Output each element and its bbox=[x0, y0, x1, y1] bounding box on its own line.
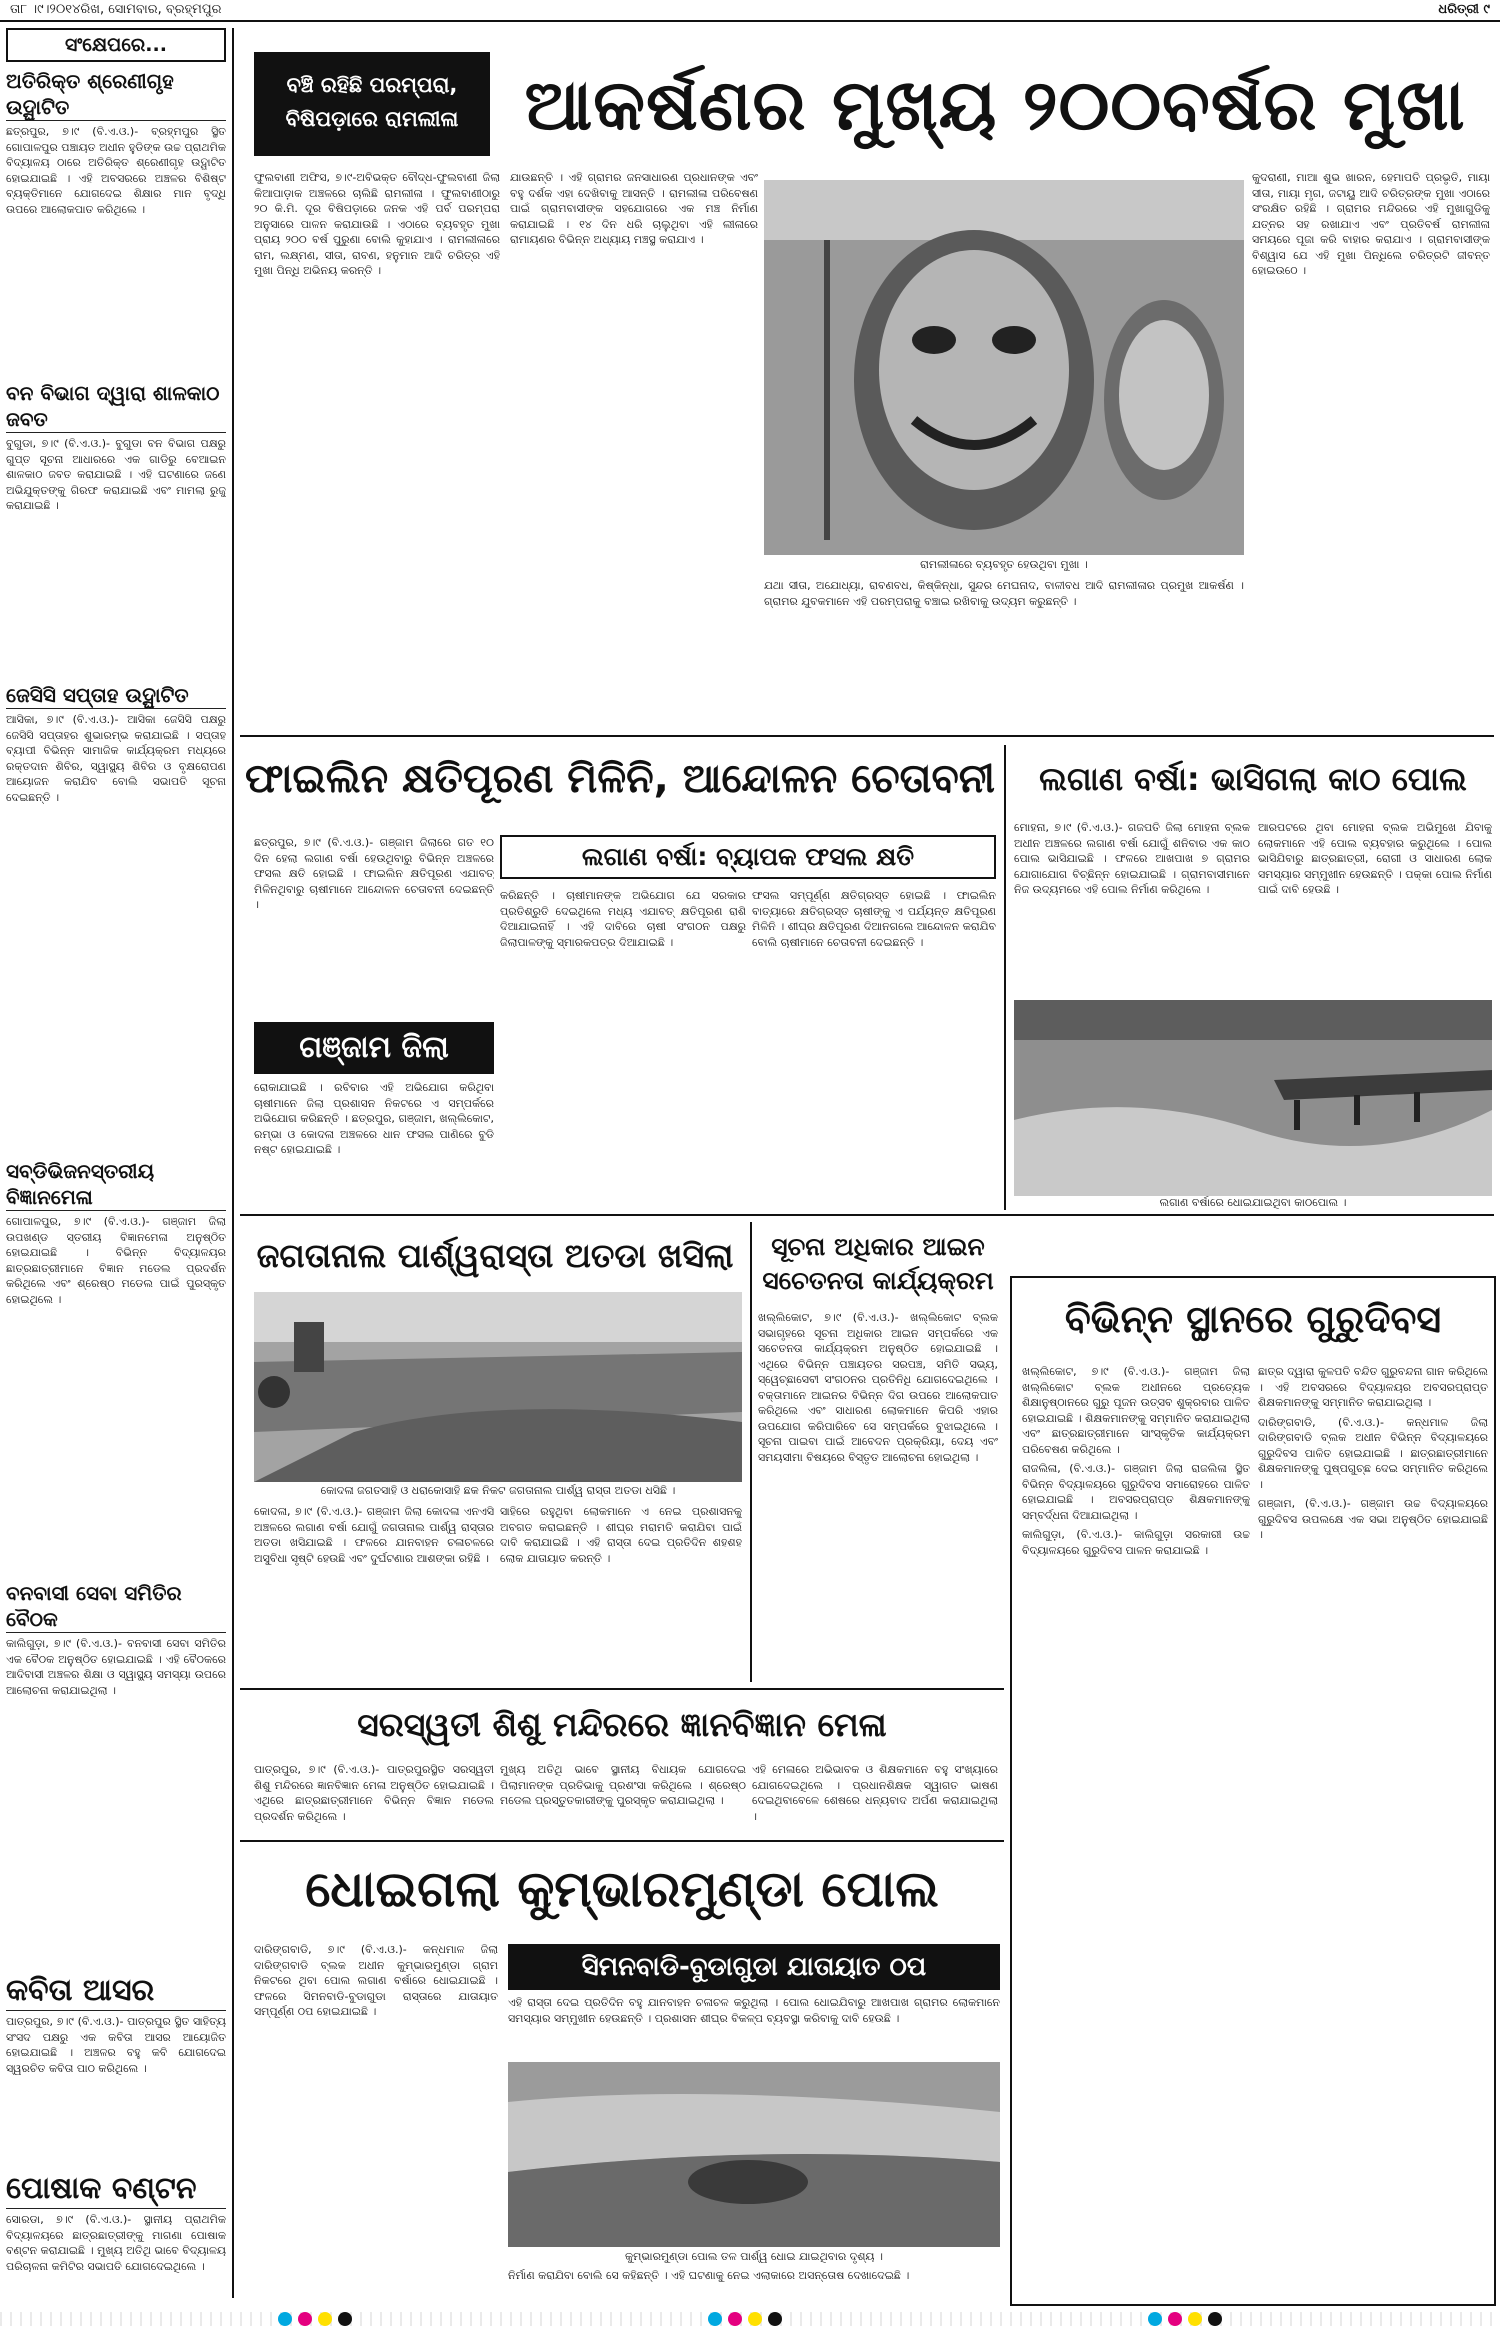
briefs-title: ସଂକ୍ଷେପରେ... bbox=[6, 28, 226, 62]
story8-headline: ବିଭିନ୍ନ ସ୍ଥାନରେ ଗୁରୁଦିବସ bbox=[1064, 1297, 1442, 1341]
lead-kicker bbox=[254, 52, 490, 156]
brief-body: ପାତ୍ରପୁର, ୭।୯ (ବି.ଏ.ଓ.)- ପାତ୍ରପୁର ସ୍ଥିତ ସାହିତ୍ୟ ସଂସଦ ପକ୍ଷରୁ ଏକ କବିତା ଆସର ଆୟୋଜିତ ହୋଇଯାଇଛି । ଅଞ୍ଚଳର ବହୁ କବି ଯୋଗଦେଇ ସ୍ୱରଚିତ କବିତା ପାଠ କରିଥିଲେ । bbox=[6, 2015, 226, 2075]
story7-headline: ଧୋଇଗଲା କୁମ୍ଭାରମୁଣ୍ଡା ପୋଲ bbox=[305, 1860, 939, 1918]
story4-text: କୋଦଳା, ୭।୯ (ବି.ଏ.ଓ.)- ଗଞ୍ଜାମ ଜିଲା କୋଦଳା ଏନଏସି ଅଞ୍ଚଳରେ ଲଗାଣ ବର୍ଷା ଯୋଗୁଁ ଜଗତାନାଲ ପାର୍ଶ୍ୱ ରାସ୍ତାର ଅତଡା ଖସିଯାଇଛି । ଫଳରେ ଯାନବାହନ ଚଳାଚଳରେ ଅସୁବିଧା ସୃଷ୍ଟି ହେଉଛି ଏବଂ ଦୁର୍ଘଟଣାର ଆଶଙ୍କା ରହିଛି । bbox=[254, 1505, 494, 1565]
story5-headline-line: ସୂଚନା ଅଧିକାର ଆଇନ bbox=[771, 1232, 985, 1261]
color-registration-marks bbox=[230, 2310, 400, 2328]
story4-text: ସାହିରେ ରହୁଥିବା ଲୋକମାନେ ଏ ନେଇ ପ୍ରଶାସନକୁ ଅବଗତ କରାଇଛନ୍ତି । ଶୀଘ୍ର ମରାମତି କରାଯିବା ପାଇଁ ଦାବି କରାଯାଇଛି । ଏହି ରାସ୍ତା ଦେଇ ପ୍ରତିଦିନ ଶହଶହ ଲୋକ ଯାତାୟାତ କରନ୍ତି । bbox=[500, 1505, 742, 1565]
brief-item bbox=[6, 68, 226, 374]
story5-headline bbox=[758, 1230, 998, 1298]
story2-col-2 bbox=[500, 888, 746, 1198]
cyan-dot bbox=[1148, 2312, 1162, 2326]
story2-text: ରୋକାଯାଇଛି । ରବିବାର ଏହି ଅଭିଯୋଗ କରିଥିବା ଚାଷୀମାନେ ଜିଲା ପ୍ରଶାସନ ନିକଟରେ ଏ ସମ୍ପର୍କରେ ଅଭିଯୋଗ କରିଛନ୍ତି । ଛତ୍ରପୁର, ଗଞ୍ଜାମ, ଖଲ୍ଲିକୋଟ, ରମ୍ଭା ଓ କୋଦଳା ଅଞ୍ଚଳରେ ଧାନ ଫସଲ ପାଣିରେ ବୁଡି ନଷ୍ଟ ହୋଇଯାଇଛି । bbox=[254, 1081, 494, 1156]
story7-footer bbox=[508, 2268, 1000, 2306]
brief-item bbox=[6, 1580, 226, 1966]
story8-text: ଗଞ୍ଜାମ, (ବି.ଏ.ଓ.)- ଗଞ୍ଜାମ ଉଚ୍ଚ ବିଦ୍ୟାଳୟରେ ଗୁରୁଦିବସ ଉପଲକ୍ଷେ ଏକ ସଭା ଅନୁଷ୍ଠିତ ହୋଇଯାଇଛି । bbox=[1258, 1497, 1488, 1541]
lead-kicker-line: ବିଷିପଡ଼ାରେ ରାମଲୀଳା bbox=[285, 107, 459, 131]
section-rule bbox=[240, 1840, 1004, 1842]
column-rule bbox=[232, 28, 234, 2298]
story5-headline-line: ସଚେତନତା କାର୍ଯ୍ୟକ୍ରମ bbox=[762, 1266, 994, 1295]
story5-body bbox=[758, 1310, 998, 1682]
story6-text: ପାତ୍ରପୁର, ୭।୯ (ବି.ଏ.ଓ.)- ପାତ୍ରପୁରସ୍ଥିତ ସରସ୍ୱତୀ ଶିଶୁ ମନ୍ଦିରରେ ଜ୍ଞାନବିଜ୍ଞାନ ମେଳା ଅନୁଷ୍ଠିତ ହୋଇଯାଇଛି । ଏଥିରେ ଛାତ୍ରଛାତ୍ରୀମାନେ ବିଭିନ୍ନ ବିଜ୍ଞାନ ମଡେଲ ପ୍ରଦର୍ଶନ କରିଥିଲେ । bbox=[254, 1763, 494, 1823]
bridge-photo-image bbox=[1014, 1000, 1492, 1196]
brief-item bbox=[6, 1158, 226, 1574]
brief-item bbox=[6, 1972, 226, 2164]
section-rule bbox=[240, 1688, 1004, 1690]
story2-col-1b bbox=[254, 1080, 494, 1198]
story4-headline: ଜଗତାନାଲ ପାର୍ଶ୍ୱରାସ୍ତା ଅତଡା ଖସିଲା bbox=[256, 1236, 734, 1275]
story5-text: ଖଲ୍ଲିକୋଟ, ୭।୯ (ବି.ଏ.ଓ.)- ଖଲ୍ଲିକୋଟ ବ୍ଲକ ସଭାଗୃହରେ ସୂଚନା ଅଧିକାର ଆଇନ ସମ୍ପର୍କରେ ଏକ ସଚେତନତା କାର୍ଯ୍ୟକ୍ରମ ଅନୁଷ୍ଠିତ ହୋଇଯାଇଛି । ଏଥିରେ ବିଭିନ୍ନ ପଞ୍ଚାୟତର ସରପଞ୍ଚ, ସମିତି ସଭ୍ୟ, ସ୍ୱେଚ୍ଛାସେବୀ ସଂଗଠନର ପ୍ରତିନିଧି ଯୋଗଦେଇଥିଲେ । ବକ୍ତାମାନେ ଆଇନର ବିଭିନ୍ନ ଦିଗ ଉପରେ ଆଲୋକପାତ କରିଥିଲେ ଏବଂ ସାଧାରଣ ଲୋକମାନେ କିପରି ଏହାର ଉପଯୋଗ କରିପାରିବେ ସେ ସମ୍ପର୍କରେ ବୁଝାଇଥିଲେ । ସୂଚନା ପାଇବା ପାଇଁ ଆବେଦନ ପ୍ରକ୍ରିୟା, ଦେୟ ଏବଂ ସମୟସୀମା ବିଷୟରେ ବିସ୍ତୃତ ଆଲୋଚନା ହୋଇଥିଲା । bbox=[758, 1311, 998, 1464]
story3-col-1 bbox=[1014, 820, 1250, 990]
magenta-dot bbox=[728, 2312, 742, 2326]
brief-body: ଗୋପାଳପୁର, ୭।୯ (ବି.ଏ.ଓ.)- ଗଞ୍ଜାମ ଜିଲା ଉପଖଣ୍ଡ ସ୍ତରୀୟ ବିଜ୍ଞାନମେଳା ଅନୁଷ୍ଠିତ ହୋଇଯାଇଛି । ବିଭିନ୍ନ ବିଦ୍ୟାଳୟର ଛାତ୍ରଛାତ୍ରୀମାନେ ବିଜ୍ଞାନ ମଡେଲ ପ୍ରଦର୍ଶନ କରିଥିଲେ ଏବଂ ଶ୍ରେଷ୍ଠ ମଡେଲ ପାଇଁ ପୁରସ୍କୃତ ହୋଇଥିଲେ । bbox=[6, 1215, 226, 1306]
story6-text: ଏହି ମେଳାରେ ଅଭିଭାବକ ଓ ଶିକ୍ଷକମାନେ ବହୁ ସଂଖ୍ୟାରେ ଯୋଗଦେଇଥିଲେ । ପ୍ରଧାନଶିକ୍ଷକ ସ୍ୱାଗତ ଭାଷଣ ଦେଇଥିବାବେଳେ ଶେଷରେ ଧନ୍ୟବାଦ ଅର୍ପଣ କରାଯାଇଥିଲା । bbox=[752, 1763, 998, 1823]
brief-headline: ଜେସିସି ସପ୍ତାହ ଉଦ୍ଘାଟିତ bbox=[6, 682, 226, 709]
lead-headline: ଆକର୍ଷଣର ମୁଖ୍ୟ ୨୦୦ବର୍ଷର ମୁଖା bbox=[524, 64, 1466, 146]
lead-text: କୁଦରାଣୀ, ମାଆ ଶୁଭ ଖାରନ, ହେମାପତି ପ୍ରଭୃତି, ମାୟା ସୀତା, ମାୟା ମୃଗ, ଜଟାୟୁ ଆଦି ଚରିତ୍ରଙ୍କ ମୁଖା ଏଠାରେ ସଂରକ୍ଷିତ ରହିଛି । ଗ୍ରାମର ମନ୍ଦିରରେ ଏହି ମୁଖାଗୁଡିକୁ ଯତ୍ନର ସହ ରଖାଯାଏ ଏବଂ ପ୍ରତିବର୍ଷ ରାମଲୀଳା ସମୟରେ ପୂଜା କରି ବାହାର କରାଯାଏ । ଗ୍ରାମବାସୀଙ୍କ ବିଶ୍ୱାସ ଯେ ଏହି ମୁଖା ପିନ୍ଧିଲେ ଚରିତ୍ରଟି ଜୀବନ୍ତ ହୋଇଉଠେ । bbox=[1252, 171, 1490, 277]
story8-text: ଛାତ୍ର ଦ୍ୱାରା କୁଳପତି ବନ୍ଦିତ ଗୁରୁବନ୍ଦନା ଗାନ କରିଥିଲେ । ଏହି ଅବସରରେ ବିଦ୍ୟାଳୟର ଅବସରପ୍ରାପ୍ତ ଶିକ୍ଷକମାନଙ୍କୁ ସମ୍ମାନିତ କରାଯାଇଥିଲା । bbox=[1258, 1365, 1488, 1409]
black-dot bbox=[338, 2312, 352, 2326]
ganjam-district-banner: ଗଞ୍ଜାମ ଜିଲା bbox=[254, 1022, 494, 1074]
story7-col-2 bbox=[508, 1995, 1000, 2055]
lead-col-1 bbox=[254, 170, 500, 725]
brief-item bbox=[6, 380, 226, 676]
story2-text: ଛତ୍ରପୁର, ୭।୯ (ବି.ଏ.ଓ.)- ଗଞ୍ଜାମ ଜିଲାରେ ଗତ ୧୦ ଦିନ ହେଲା ଲଗାଣ ବର୍ଷା ହେଉଥିବାରୁ ବିଭିନ୍ନ ଅଞ୍ଚଳରେ ଫସଲ କ୍ଷତି ହୋଇଛି । ଫାଇଲିନ କ୍ଷତିପୂରଣ ଏଯାବତ୍ ମିଳିନଥିବାରୁ ଚାଷୀମାନେ ଆନ୍ଦୋଳନ ଚେତାବନୀ ଦେଇଛନ୍ତି । bbox=[254, 836, 494, 911]
cyan-dot bbox=[708, 2312, 722, 2326]
mask-photo-caption: ରାମଲୀଳାରେ ବ୍ୟବହୃତ ହେଉଥିବା ମୁଖା । bbox=[920, 558, 1088, 571]
road-collapse-photo bbox=[254, 1292, 742, 1482]
folio-date: ତା୮ ।୯।୨୦୧୪ରିଖ, ସୋମବାର, ବ୍ରହ୍ମପୁର bbox=[10, 2, 222, 17]
color-registration-marks bbox=[1100, 2310, 1270, 2328]
brief-headline: ଅତିରିକ୍ତ ଶ୍ରେଣୀଗୃହ ଉଦ୍ଘାଟିତ bbox=[6, 68, 226, 121]
lead-col-4 bbox=[1252, 170, 1490, 725]
road-collapse-photo-image bbox=[254, 1292, 742, 1482]
story4-col-1 bbox=[254, 1504, 494, 1679]
story7-text: ଏହି ରାସ୍ତା ଦେଇ ପ୍ରତିଦିନ ବହୁ ଯାନବାହନ ଚଳାଚଳ କରୁଥିଲା । ପୋଲ ଧୋଇଯିବାରୁ ଆଖପାଖ ଗ୍ରାମର ଲୋକମାନେ ସମସ୍ୟାର ସମ୍ମୁଖୀନ ହେଉଛନ୍ତି । ପ୍ରଶାସନ ଶୀଘ୍ର ବିକଳ୍ପ ବ୍ୟବସ୍ଥା କରିବାକୁ ଦାବି ହେଉଛି । bbox=[508, 1996, 1000, 2025]
page-folio bbox=[0, 0, 1500, 22]
yellow-dot bbox=[748, 2312, 762, 2326]
road-photo-caption: କୋଦଳା ଜଗତସାହି ଓ ଧରାକୋସାହି ଛକ ନିକଟ ଜଗତାନାଲ ପାର୍ଶ୍ୱ ରାସ୍ତା ଅତଡା ଧସିଛି । bbox=[320, 1484, 676, 1497]
black-dot bbox=[768, 2312, 782, 2326]
story8-text: ଖଲ୍ଲିକୋଟ, ୭।୯ (ବି.ଏ.ଓ.)- ଗଞ୍ଜାମ ଜିଲା ଖଲ୍ଲିକୋଟ ବ୍ଲକ ଅଧୀନରେ ପ୍ରତ୍ୟେକ ଶିକ୍ଷାନୁଷ୍ଠାନରେ ଗୁରୁ ପୂଜନ ଉତ୍ସବ ଶୁକ୍ରବାର ପାଳିତ ହୋଇଯାଇଛି । ଶିକ୍ଷକମାନଙ୍କୁ ସମ୍ମାନିତ କରାଯାଇଥିଲା ଏବଂ ଛାତ୍ରଛାତ୍ରୀମାନେ ସାଂସ୍କୃତିକ କାର୍ଯ୍ୟକ୍ରମ ପରିବେଷଣ କରିଥିଲେ । bbox=[1022, 1365, 1250, 1456]
story7-text: ନିର୍ମାଣ କରାଯିବା ବୋଲି ସେ କହିଛନ୍ତି । ଏହି ଘଟଣାକୁ ନେଇ ଏଲାକାରେ ଅସନ୍ତୋଷ ଦେଖାଦେଇଛି । bbox=[508, 2269, 910, 2282]
section-rule bbox=[240, 735, 1494, 737]
story8-text: ଦାରିଙ୍ଗବାଡି, (ବି.ଏ.ଓ.)- କନ୍ଧମାଳ ଜିଲା ଦାରିଙ୍ଗବାଡି ବ୍ଲକ ଅଧୀନ ବିଭିନ୍ନ ବିଦ୍ୟାଳୟରେ ଗୁରୁଦିବସ ପାଳିତ ହୋଇଯାଇଛି । ଛାତ୍ରଛାତ୍ରୀମାନେ ଶିକ୍ଷକମାନଙ୍କୁ ପୁଷ୍ପଗୁଚ୍ଛ ଦେଇ ସମ୍ମାନିତ କରିଥିଲେ । bbox=[1258, 1415, 1488, 1491]
story8-text: ରାଜଲିଳା, (ବି.ଏ.ଓ.)- ଗଞ୍ଜାମ ଜିଲା ରାଜଲିଳା ସ୍ଥିତ ବିଭିନ୍ନ ବିଦ୍ୟାଳୟରେ ଗୁରୁଦିବସ ସମାରୋହରେ ପାଳିତ ହୋଇଯାଇଛି । ଅବସରପ୍ରାପ୍ତ ଶିକ୍ଷକମାନଙ୍କୁ ସମ୍ବର୍ଦ୍ଧନା ଦିଆଯାଇଥିଲା । bbox=[1022, 1462, 1250, 1522]
story3-headline: ଲଗାଣ ବର୍ଷା: ଭାସିଗଲା କାଠ ପୋଲ bbox=[1039, 760, 1467, 798]
story6-headline: ସରସ୍ୱତୀ ଶିଶୁ ମନ୍ଦିରରେ ଜ୍ଞାନବିଜ୍ଞାନ ମେଳା bbox=[357, 1705, 887, 1744]
story6-text: ମୁଖ୍ୟ ଅତିଥି ଭାବେ ସ୍ଥାନୀୟ ବିଧାୟକ ଯୋଗଦେଇ ପିଲାମାନଙ୍କ ପ୍ରତିଭାକୁ ପ୍ରଶଂସା କରିଥିଲେ । ଶ୍ରେଷ୍ଠ ମଡେଲ ପ୍ରସ୍ତୁତକାରୀଙ୍କୁ ପୁରସ୍କୃତ କରାଯାଇଥିଲା । bbox=[500, 1763, 746, 1807]
brief-headline: ବନ ବିଭାଗ ଦ୍ୱାରା ଶାଳକାଠ ଜବତ bbox=[6, 380, 226, 433]
brief-body: ଛତ୍ରପୁର, ୭।୯ (ବି.ଏ.ଓ.)- ବ୍ରହ୍ମପୁର ସ୍ଥିତ ଗୋପାଳପୁର ପଞ୍ଚାୟତ ଅଧୀନ ହୁଡିଙ୍କ ଉଚ୍ଚ ପ୍ରାଥମିକ ବିଦ୍ୟାଳୟ ଠାରେ ଅତିରିକ୍ତ ଶ୍ରେଣୀଗୃହ ଉଦ୍ଘାଟିତ ହୋଇଯାଇଛି । ଏହି ଅବସରରେ ଅଞ୍ଚଳର ବିଶିଷ୍ଟ ବ୍ୟକ୍ତିମାନେ ଯୋଗଦେଇ ଶିକ୍ଷାର ମାନ ବୃଦ୍ଧି ଉପରେ ଆଲୋକପାତ କରିଥିଲେ । bbox=[6, 125, 226, 216]
lead-text: ଫୁଲବାଣୀ ଅଫିସ, ୭।୯-ଅବିଭକ୍ତ ବୌଦ୍ଧ-ଫୁଲବାଣୀ ଜିଲା କିଆପାଡ଼ାକ ଅଞ୍ଚଳରେ ଚାଲିଛି ରାମଲୀଳା । ଫୁଲବାଣୀଠାରୁ ୨୦ କି.ମି. ଦୂର ବିଷିପଡ଼ାରେ ଜନକ ଏହି ପର୍ବ ପରମ୍ପରା ଅନୁସାରେ ପାଳନ କରାଯାଉଛି । ଏଠାରେ ବ୍ୟବହୃତ ମୁଖା ପ୍ରାୟ ୨୦୦ ବର୍ଷ ପୁରୁଣା ବୋଲି କୁହାଯାଏ । ରାମଲୀଳାରେ ରାମ, ଲକ୍ଷ୍ମଣ, ସୀତା, ରାବଣ, ହନୁମାନ ଆଦି ଚରିତ୍ର ଏହି ମୁଖା ପିନ୍ଧି ଅଭିନୟ କରନ୍ତି । bbox=[254, 171, 500, 277]
lead-kicker-line: ବଞ୍ଚି ରହିଛି ପରମ୍ପରା, bbox=[286, 73, 458, 97]
lead-text: ଯାଉଛନ୍ତି । ଏହି ଗ୍ରାମର ଜନସାଧାରଣ ପ୍ରଧାନଙ୍କ ଏବଂ ବହୁ ଦର୍ଶକ ଏହା ଦେଖିବାକୁ ଆସନ୍ତି । ରାମଲୀଳା ପରିବେଷଣ ପାଇଁ ଗ୍ରାମବାସୀଙ୍କ ସହଯୋଗରେ ଏକ ମଞ୍ଚ ନିର୍ମାଣ କରାଯାଇଛି । ୧୪ ଦିନ ଧରି ଚାଲୁଥିବା ଏହି ଲୀଳାରେ ରାମାୟଣର ବିଭିନ୍ନ ଅଧ୍ୟାୟ ମଞ୍ଚସ୍ଥ କରାଯାଏ । bbox=[510, 171, 758, 246]
bridge-photo-caption: ଲଗାଣ ବର୍ଷାରେ ଧୋଇଯାଇଥିବା କାଠପୋଲ । bbox=[1159, 1196, 1347, 1209]
culvert-photo-image bbox=[508, 2062, 1000, 2247]
column-rule bbox=[750, 1222, 752, 1682]
magenta-dot bbox=[1168, 2312, 1182, 2326]
brief-body: କାଲିଗୁଡ଼ା, ୭।୯ (ବି.ଏ.ଓ.)- ବନବାସୀ ସେବା ସମିତିର ଏକ ବୈଠକ ଅନୁଷ୍ଠିତ ହୋଇଯାଇଛି । ଏହି ବୈଠକରେ ଆଦିବାସୀ ଅଞ୍ଚଳର ଶିକ୍ଷା ଓ ସ୍ୱାସ୍ଥ୍ୟ ସମସ୍ୟା ଉପରେ ଆଲୋଚନା କରାଯାଇଥିଲା । bbox=[6, 1637, 226, 1697]
story2-col-1 bbox=[254, 835, 494, 1015]
story2-subhead: ଲଗାଣ ବର୍ଷା: ବ୍ୟାପକ ଫସଲ କ୍ଷତି bbox=[500, 835, 996, 879]
mask-photo-image bbox=[764, 180, 1244, 555]
lead-text: ଯଥା ସୀତା, ଅଯୋଧ୍ୟା, ରାବଣବଧ, କିଷ୍କିନ୍ଧା, ସୁନ୍ଦର ମେଘନାଦ, ବାଳୀବଧ ଆଦି ରାମଲୀଳାର ପ୍ରମୁଖ ଆକର୍ଷଣ । ଗ୍ରାମର ଯୁବକମାନେ ଏହି ପରମ୍ପରାକୁ ବଞ୍ଚାଇ ରଖିବାକୁ ଉଦ୍ୟମ କରୁଛନ୍ତି । bbox=[764, 579, 1244, 608]
story7-col-1 bbox=[254, 1942, 498, 2307]
brief-headline: ବନବାସୀ ସେବା ସମିତିର ବୈଠକ bbox=[6, 1580, 226, 1633]
magenta-dot bbox=[298, 2312, 312, 2326]
story4-col-2 bbox=[500, 1504, 742, 1679]
folio-page-number: ଧରିତ୍ରୀ ୯ bbox=[1438, 2, 1490, 17]
brief-headline: କବିତା ଆସର bbox=[6, 1972, 226, 2011]
story3-col-2 bbox=[1258, 820, 1492, 990]
black-dot bbox=[1208, 2312, 1222, 2326]
mask-photo bbox=[764, 180, 1244, 555]
brief-headline: ପୋଷାକ ବଣ୍ଟନ bbox=[6, 2170, 226, 2209]
brief-item bbox=[6, 2170, 226, 2335]
brief-item bbox=[6, 682, 226, 1152]
story8-text: କାଲିଗୁଡ଼ା, (ବି.ଏ.ଓ.)- କାଲିଗୁଡ଼ା ସରକାରୀ ଉଚ୍ଚ ବିଦ୍ୟାଳୟରେ ଗୁରୁଦିବସ ପାଳନ କରାଯାଇଛି । bbox=[1022, 1528, 1250, 1557]
brief-body: ସୋରଡା, ୭।୯ (ବି.ଏ.ଓ.)- ସ୍ଥାନୀୟ ପ୍ରାଥମିକ ବିଦ୍ୟାଳୟରେ ଛାତ୍ରଛାତ୍ରୀଙ୍କୁ ମାଗଣା ପୋଷାକ ବଣ୍ଟନ କରାଯାଇଛି । ମୁଖ୍ୟ ଅତିଥି ଭାବେ ବିଦ୍ୟାଳୟ ପରିଚାଳନା କମିଟିର ସଭାପତି ଯୋଗଦେଇଥିଲେ । bbox=[6, 2213, 226, 2273]
story6-col-3 bbox=[752, 1762, 998, 1837]
color-registration-marks bbox=[660, 2310, 830, 2328]
yellow-dot bbox=[1188, 2312, 1202, 2326]
culvert-photo-caption: କୁମ୍ଭାରମୁଣ୍ଡା ପୋଲ ତଳ ପାର୍ଶ୍ୱ ଧୋଇ ଯାଇଥିବାର ଦୃଶ୍ୟ । bbox=[625, 2250, 883, 2263]
story6-col-1 bbox=[254, 1762, 494, 1837]
column-rule bbox=[1004, 745, 1006, 1210]
yellow-dot bbox=[318, 2312, 332, 2326]
briefs-column bbox=[6, 28, 226, 2298]
story6-col-2 bbox=[500, 1762, 746, 1837]
story2-col-3 bbox=[752, 888, 996, 1198]
story7-text: ଦାରିଙ୍ଗବାଡି, ୭।୯ (ବି.ଏ.ଓ.)- କନ୍ଧମାଳ ଜିଲା ଦାରିଙ୍ଗବାଡି ବ୍ଲକ ଅଧୀନ କୁମ୍ଭାରମୁଣ୍ଡା ଗ୍ରାମ ନିକଟରେ ଥିବା ପୋଲ ଲଗାଣ ବର୍ଷାରେ ଧୋଇଯାଇଛି । ଫଳରେ ସିମନବାଡି-ବୁଡାଗୁଡା ରାସ୍ତାରେ ଯାତାୟାତ ସମ୍ପୂର୍ଣ୍ଣ ଠପ ହୋଇଯାଇଛି । bbox=[254, 1943, 498, 2018]
story3-text: ମୋହନା, ୭।୯ (ବି.ଏ.ଓ.)- ଗଜପତି ଜିଲା ମୋହନା ବ୍ଲକ ଅଧୀନ ଅଞ୍ଚଳରେ ଲଗାଣ ବର୍ଷା ଯୋଗୁଁ ଶନିବାର ଏକ କାଠ ପୋଲ ଭାସିଯାଇଛି । ଫଳରେ ଆଖପାଖ ୭ ଗ୍ରାମର ଯୋଗାଯୋଗ ବିଚ୍ଛିନ୍ନ ହୋଇଯାଇଛି । ଗ୍ରାମବାସୀମାନେ ନିଜ ଉଦ୍ୟମରେ ଏହି ପୋଲ ନିର୍ମାଣ କରିଥିଲେ । bbox=[1014, 821, 1250, 896]
story8-col-1 bbox=[1022, 1364, 1250, 2300]
lead-col-2 bbox=[510, 170, 758, 725]
story8-col-2 bbox=[1258, 1364, 1488, 2300]
story2-headline: ଫାଇଲିନ କ୍ଷତିପୂରଣ ମିଳିନି, ଆନ୍ଦୋଳନ ଚେତାବନୀ bbox=[244, 756, 996, 802]
brief-body: ଆସିକା, ୭।୯ (ବି.ଏ.ଓ.)- ଆସିକା ଜେସିସି ପକ୍ଷରୁ ଜେସିସି ସପ୍ତାହର ଶୁଭାରମ୍ଭ କରାଯାଇଛି । ସପ୍ତାହ ବ୍ୟାପୀ ବିଭିନ୍ନ ସାମାଜିକ କାର୍ଯ୍ୟକ୍ରମ ମଧ୍ୟରେ ରକ୍ତଦାନ ଶିବିର, ସ୍ୱାସ୍ଥ୍ୟ ଶିବିର ଓ ବୃକ୍ଷରୋପଣ ଆୟୋଜନ କରାଯିବ ବୋଲି ସଭାପତି ସୂଚନା ଦେଇଛନ୍ତି । bbox=[6, 713, 226, 804]
cyan-dot bbox=[278, 2312, 292, 2326]
section-rule bbox=[240, 1214, 1494, 1216]
story2-text: ଫସଲ ସମ୍ପୂର୍ଣ୍ଣ କ୍ଷତିଗ୍ରସ୍ତ ହୋଇଛି । ଫାଇଲିନ ବାତ୍ୟାରେ କ୍ଷତିଗ୍ରସ୍ତ ଚାଷୀଙ୍କୁ ଏ ପର୍ଯ୍ୟନ୍ତ କ୍ଷତିପୂରଣ ମିଳିନି । ଶୀଘ୍ର କ୍ଷତିପୂରଣ ଦିଆନଗଲେ ଆନ୍ଦୋଳନ କରାଯିବ ବୋଲି ଚାଷୀମାନେ ଚେତାବନୀ ଦେଇଛନ୍ତି । bbox=[752, 889, 996, 949]
bridge-photo bbox=[1014, 1000, 1492, 1196]
story3-text: ଆରପଟରେ ଥିବା ମୋହନା ବ୍ଲକ ଅଭିମୁଖେ ଯିବାକୁ ଲୋକମାନେ ଏହି ପୋଲ ବ୍ୟବହାର କରୁଥିଲେ । ପୋଲ ଭାସିଯିବାରୁ ଛାତ୍ରଛାତ୍ରୀ, ରୋଗୀ ଓ ସାଧାରଣ ଲୋକ ସମସ୍ୟାର ସମ୍ମୁଖୀନ ହେଉଛନ୍ତି । ପକ୍କା ପୋଲ ନିର୍ମାଣ ପାଇଁ ଦାବି ହେଉଛି । bbox=[1258, 821, 1492, 896]
story7-banner: ସିମନବାଡି-ବୁଡାଗୁଡା ଯାତାୟାତ ଠପ bbox=[508, 1944, 1000, 1990]
brief-headline: ସବ୍ଡିଭିଜନସ୍ତରୀୟ ବିଜ୍ଞାନମେଳା bbox=[6, 1158, 226, 1211]
brief-body: ବୁଗୁଡା, ୭।୯ (ବି.ଏ.ଓ.)- ବୁଗୁଡା ବନ ବିଭାଗ ପକ୍ଷରୁ ଗୁପ୍ତ ସୂଚନା ଆଧାରରେ ଏକ ଗାଡିରୁ ବେଆଇନ ଶାଳକାଠ ଜବତ କରାଯାଇଛି । ଏହି ଘଟଣାରେ ଜଣେ ଅଭିଯୁକ୍ତଙ୍କୁ ଗିରଫ କରାଯାଇଛି ଏବଂ ମାମଲା ରୁଜୁ କରାଯାଇଛି । bbox=[6, 437, 226, 512]
lead-col-3 bbox=[764, 578, 1244, 725]
culvert-photo bbox=[508, 2062, 1000, 2247]
story2-text: କରିଛନ୍ତି । ଚାଷୀମାନଙ୍କ ଅଭିଯୋଗ ଯେ ସରକାର ପ୍ରତିଶ୍ରୁତି ଦେଇଥିଲେ ମଧ୍ୟ ଏଯାବତ୍ କ୍ଷତିପୂରଣ ରାଶି ଦିଆଯାଇନାହିଁ । ଏହି ଦାବିରେ ଚାଷୀ ସଂଗଠନ ପକ୍ଷରୁ ଜିଲାପାଳଙ୍କୁ ସ୍ମାରକପତ୍ର ଦିଆଯାଇଛି । bbox=[500, 889, 746, 949]
